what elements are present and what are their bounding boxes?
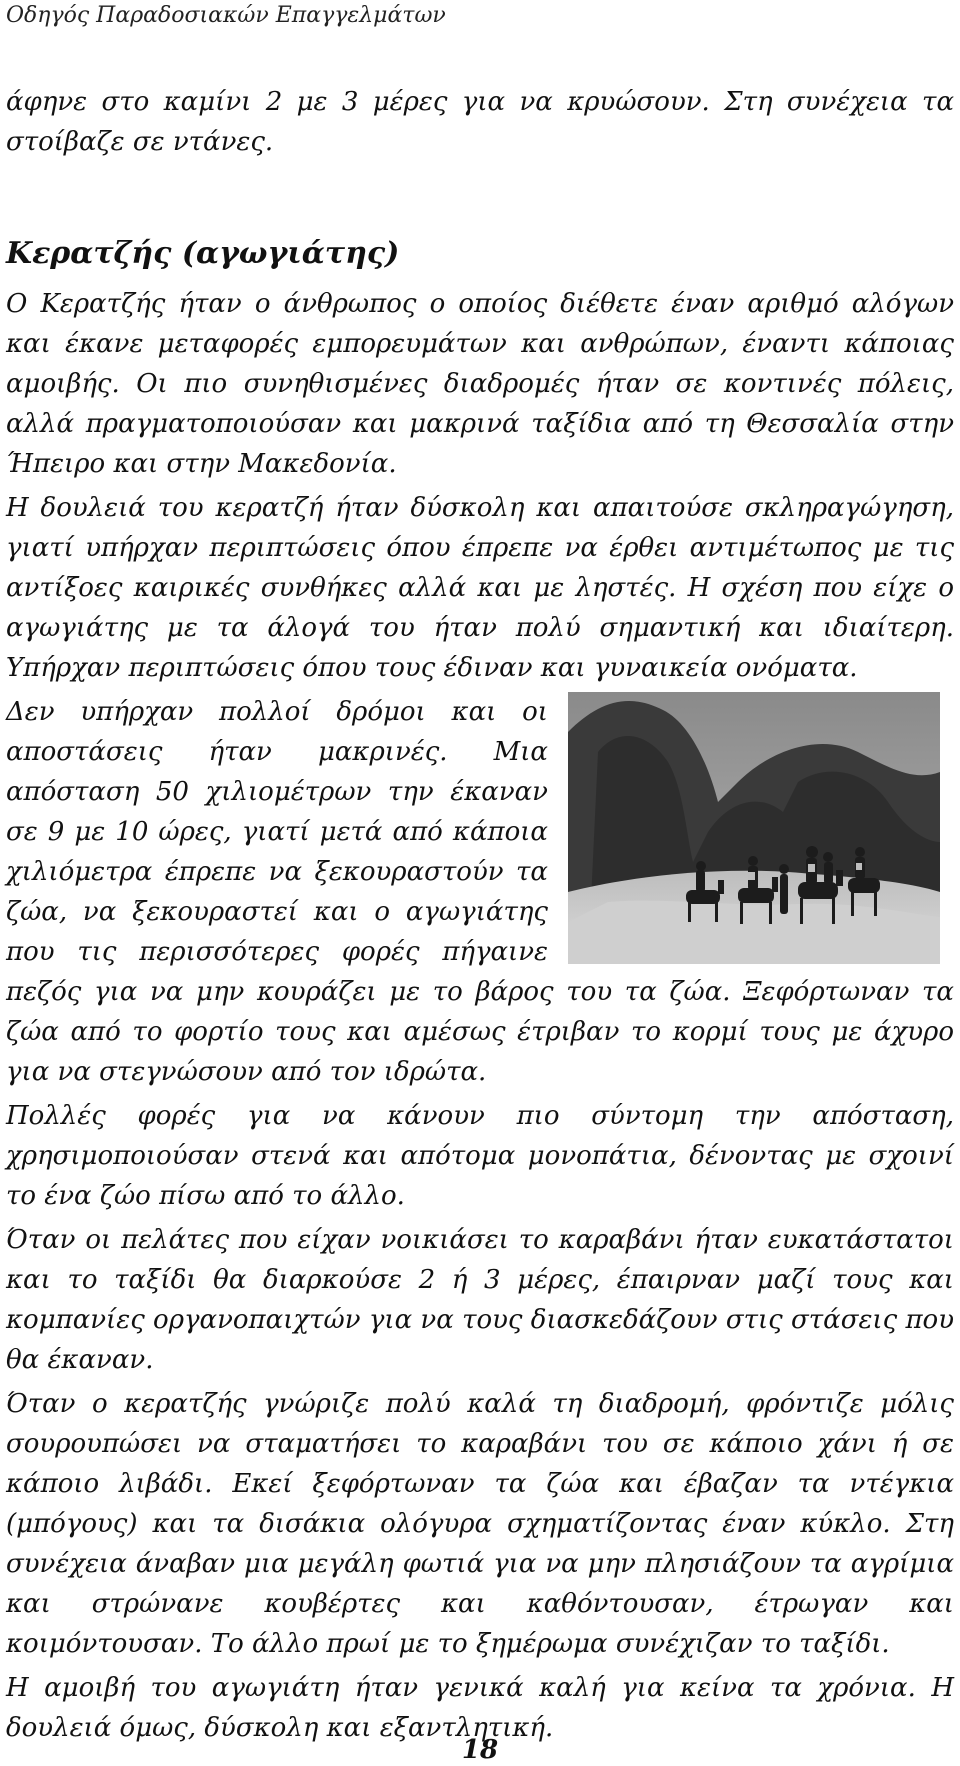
running-head: Οδηγός Παραδοσιακών Επαγγελμάτων	[6, 3, 446, 28]
paragraph-2: Η δουλειά του κερατζή ήταν δύσκολη και απαιτούσε σκληραγώγηση, γιατί υπήρχαν περιπτώσεις όπου έπρεπε να έρθει αντιμέτωπος με τις αντίξοες καιρικές συνθήκες αλλά και με ληστές. Η σχέση που είχε ο αγωγιάτης με τα άλογά του ήταν πολύ σημαντική και ιδιαίτερη. Υπήρχαν περιπτώσεις όπου τους έδιναν και γυναικεία ονόματα.	[6, 493, 954, 683]
paragraph-4: Πολλές φορές για να κάνουν πιο σύντομη την απόσταση, χρησιμοποιούσαν στενά και απότομα μονοπάτια, δένοντας με σχοινί το ένα ζώο πίσω από το άλλο.	[6, 1101, 954, 1211]
page-number: 18	[461, 1735, 499, 1765]
page-body	[6, 82, 954, 1752]
muleteers-photo-image	[568, 692, 940, 964]
muleteers-photo	[568, 692, 940, 964]
section-heading: Κερατζής (αγωγιάτης)	[6, 236, 400, 271]
paragraph-6: Όταν ο κερατζής γνώριζε πολύ καλά τη διαδρομή, φρόντιζε μόλις σουρουπώσει να σταματήσει το καραβάνι του σε κάποιο χάνι ή σε κάποιο λιβάδι. Εκεί ξεφόρτωναν τα ζώα και έβαζαν τα ντέγκια (μπόγους) και τα δισάκια ολόγυρα σχηματίζοντας έναν κύκλο. Στη συνέχεια άναβαν μια μεγάλη φωτιά για να μην πλησιάζουν τα αγρίμια και στρώνανε κουβέρτες και καθόντουσαν, έτρωγαν και κοιμόντουσαν. Το άλλο πρωί με το ξημέρωμα συνέχιζαν το ταξίδι.	[6, 1389, 954, 1659]
paragraph-3-text: Δεν υπήρχαν πολλοί δρόμοι και οι αποστάσεις ήταν μακρινές. Μια απόσταση 50 χιλιομέτρων την έκαναν σε 9 με 10 ώρες, γιατί μετά από κάποια χιλιόμετρα έπρεπε να ξεκουραστούν τα ζώα, να ξεκουραστεί και ο αγωγιάτης που τις περισσότερες φορές πήγαινε πεζός για να μην κουράζει με το βάρος του τα ζώα. Ξεφόρτωναν τα ζώα από το φορτίο τους και αμέσως έτριβαν το κορμί τους με άχυρο για να στεγνώσουν από τον ιδρώτα.	[6, 697, 954, 1087]
paragraph-5: Όταν οι πελάτες που είχαν νοικιάσει το καραβάνι ήταν ευκατάστατοι και το ταξίδι θα διαρκούσε 2 ή 3 μέρες, έπαιρναν μαζί τους και κομπανίες οργανοπαιχτών για να τους διασκεδάζουν στις στάσεις που θα έκαναν.	[6, 1225, 954, 1375]
intro-paragraph: άφηνε στο καμίνι 2 με 3 μέρες για να κρυώσουν. Στη συνέχεια τα στοίβαζε σε ντάνες.	[6, 87, 954, 157]
paragraph-7: Η αμοιβή του αγωγιάτη ήταν γενικά καλή για κείνα τα χρόνια. Η δουλειά όμως, δύσκολη και εξαντλητική.	[6, 1673, 954, 1743]
paragraph-3	[6, 692, 954, 1092]
paragraph-1: Ο Κερατζής ήταν ο άνθρωπος ο οποίος διέθετε έναν αριθμό αλόγων και έκανε μεταφορές εμπορευμάτων και ανθρώπων, έναντι κάποιας αμοιβής. Οι πιο συνηθισμένες διαδρομές ήταν σε κοντινές πόλεις, αλλά πραγματοποιούσαν και μακρινά ταξίδια από τη Θεσσαλία στην Ήπειρο και στην Μακεδονία.	[6, 289, 954, 479]
